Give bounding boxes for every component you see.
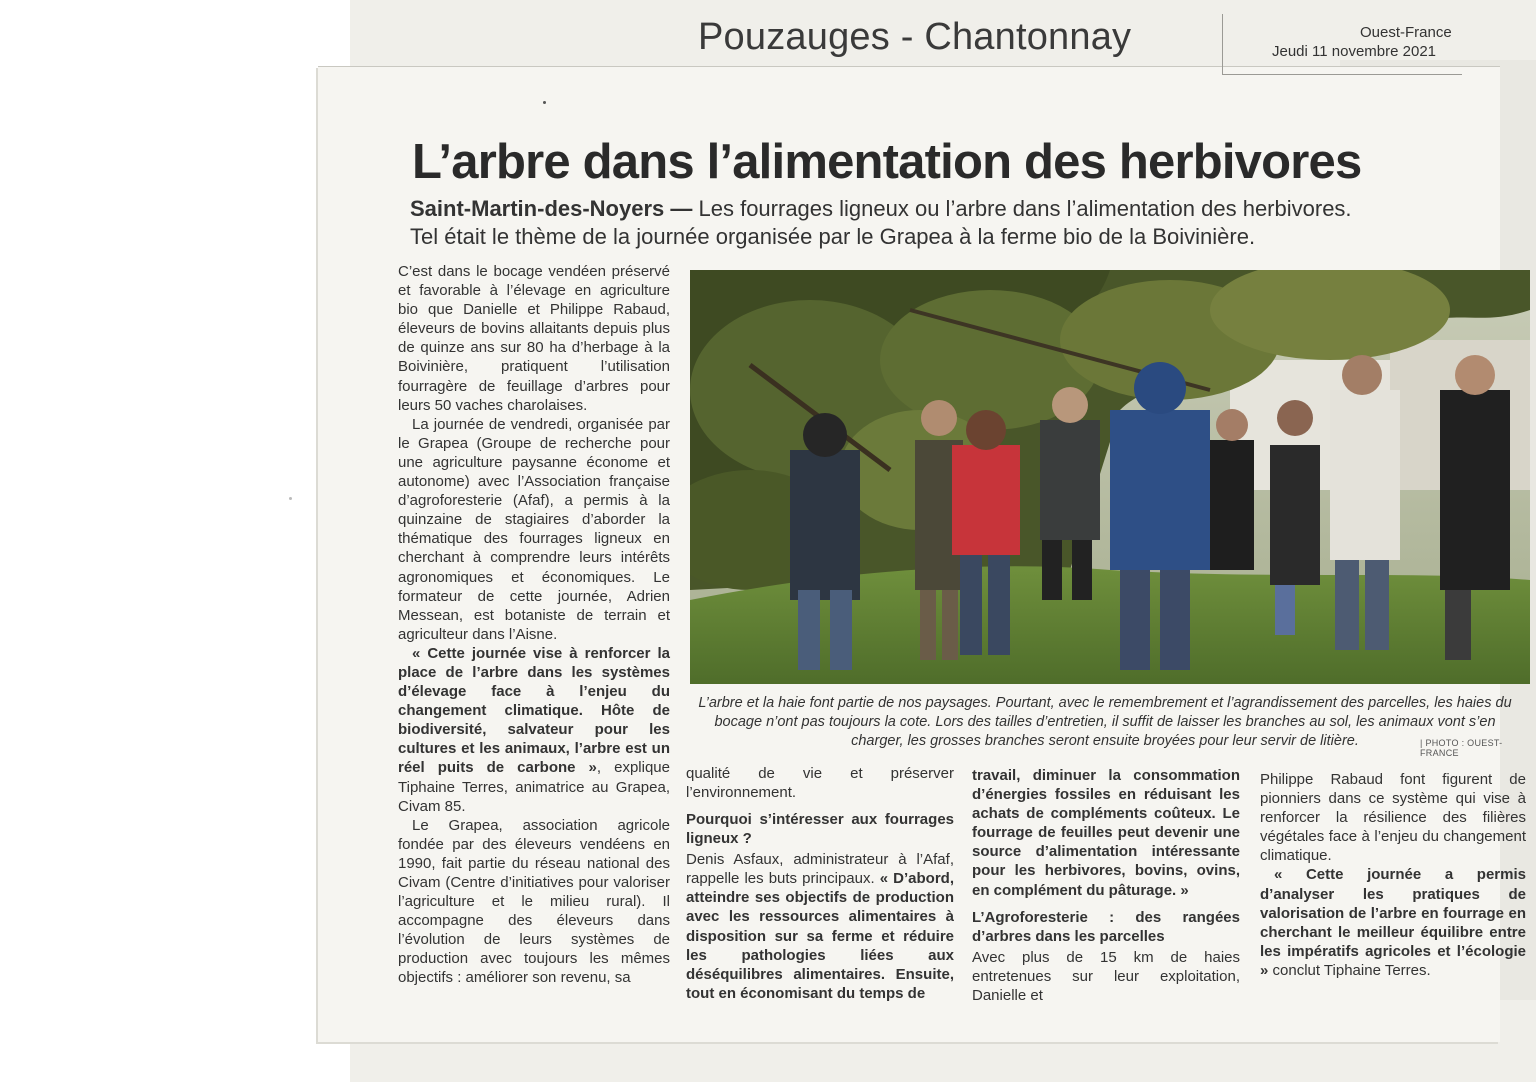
- quote: « Cette journée vise à renforcer la place de l’arbre dans les systèmes d’élevage face à l’enjeu du changement climatique. Hôte de biodiversité, salvateur pour les cultures et les animaux, l’arbre est un réel puits de carbone »: [398, 644, 670, 777]
- clipping-edge: [318, 66, 1500, 67]
- edition-title: Pouzauges - Chantonnay: [698, 16, 1132, 58]
- publication-date: Jeudi 11 novembre 2021: [1272, 43, 1437, 60]
- header-divider: [1222, 14, 1223, 74]
- print-speck: [543, 101, 546, 104]
- header-divider-bottom: [1222, 74, 1462, 75]
- quote-attribution: conclut Tiphaine Terres.: [1268, 961, 1431, 979]
- dateline: Saint-Martin-des-Noyers —: [410, 196, 693, 221]
- photo-credit: | PHOTO : OUEST-FRANCE: [1420, 738, 1503, 758]
- paragraph: [686, 850, 954, 1003]
- paragraph: [1260, 865, 1526, 980]
- photo-caption: L’arbre et la haie font partie de nos paysages. Pourtant, avec le remembrement et l’agrandissement des parcelles, les haies du bocage n’ont pas toujours la cote. Lors des tailles d’entretien, il suffit de laisser les branches au sol, les animaux vont s’en charger, les grosses branches seront ensuite broyées pour leur servir de litière.: [698, 695, 1512, 749]
- subheading: L’Agroforesterie : des rangées d’arbres dans les parcelles: [972, 908, 1240, 945]
- paragraph: Le Grapea, association agricole fondée par des éleveurs vendéens en 1990, fait partie du réseau national des Civam (Centre d’initiatives pour valoriser l’agriculture et le milieu rural). Il accompagne des éleveurs dans l’évolution de leurs systèmes de production avec toujours les mêmes objectifs : améliorer son revenu, sa: [398, 816, 670, 987]
- article-lede: [410, 195, 1370, 251]
- column-1: [398, 262, 670, 988]
- print-speck: [289, 497, 292, 500]
- quote: « Cette journée a permis d’analyser les pratiques de valorisation de l’arbre en fourrage en cherchant le meilleur équilibre entre les impératifs agricoles et l’écologie »: [1260, 866, 1526, 979]
- photo-group-in-field: [690, 270, 1530, 684]
- lede-text: Les fourrages ligneux ou l’arbre dans l’alimentation des herbivores. Tel était le thème de la journée organisée par le Grapea à la ferme bio de la Boivinière.: [410, 196, 1352, 249]
- column-3: [972, 766, 1240, 1005]
- column-4: [1260, 770, 1526, 980]
- paragraph: [398, 644, 670, 816]
- quote-continued: travail, diminuer la consommation d’énergies fossiles en réduisant les achats de compléments coûteux. Le fourrage de feuilles peut devenir une source d’alimentation intéressante pour les herbivores, bovins, ovins, en complément du pâturage. »: [972, 767, 1240, 899]
- quote-attribution: , explique Tiphaine Terres, animatrice au Grapea, Civam 85.: [398, 759, 670, 815]
- paragraph: C’est dans le bocage vendéen préservé et favorable à l’élevage en agriculture bio que Danielle et Philippe Rabaud, éleveurs de bovins allaitants depuis plus de quinze ans sur 80 ha d’herbage à la Boivinière, pratiquent l’utilisation fourragère de feuillage d’arbres pour leurs 50 vaches charolaises.: [398, 263, 670, 414]
- article-headline: L’arbre dans l’alimentation des herbivores: [412, 135, 1362, 189]
- paragraph: Philippe Rabaud font figurent de pionniers dans ce système qui vise à renforcer la résilience des filières végétales face à l’enjeu du changement climatique.: [1260, 771, 1526, 865]
- paragraph: La journée de vendredi, organisée par le Grapea (Groupe de recherche pour une agriculture paysanne économe et autonome) avec l’Association française d’agroforesterie (Afaf), a permis à la quinzaine de stagiaires d’aborder la thématique des fourrages ligneux en cherchant à comprendre leurs intérêts agronomiques et économiques. Le formateur de cette journée, Adrien Messean, est botaniste de terrain et agriculteur dans l’Aisne.: [398, 415, 670, 643]
- paragraph: qualité de vie et préserver l’environnement.: [686, 765, 954, 802]
- subheading: Pourquoi s’intéresser aux fourrages ligneux ?: [686, 811, 954, 848]
- paragraph-text: Denis Asfaux, administrateur à l’Afaf, rappelle les buts principaux.: [686, 851, 954, 888]
- column-2: [686, 764, 954, 1003]
- quote: « D’abord, atteindre ses objectifs de production avec les ressources alimentaires à disposition sur sa ferme et réduire les pathologies liées aux déséquilibres alimentaires. Ensuite, tout en économisant du temps de: [686, 870, 954, 1002]
- paragraph: Avec plus de 15 km de haies entretenues sur leur exploitation, Danielle et: [972, 948, 1240, 1004]
- article-photo: [690, 270, 1530, 684]
- newspaper-name: Ouest-France: [1360, 24, 1452, 41]
